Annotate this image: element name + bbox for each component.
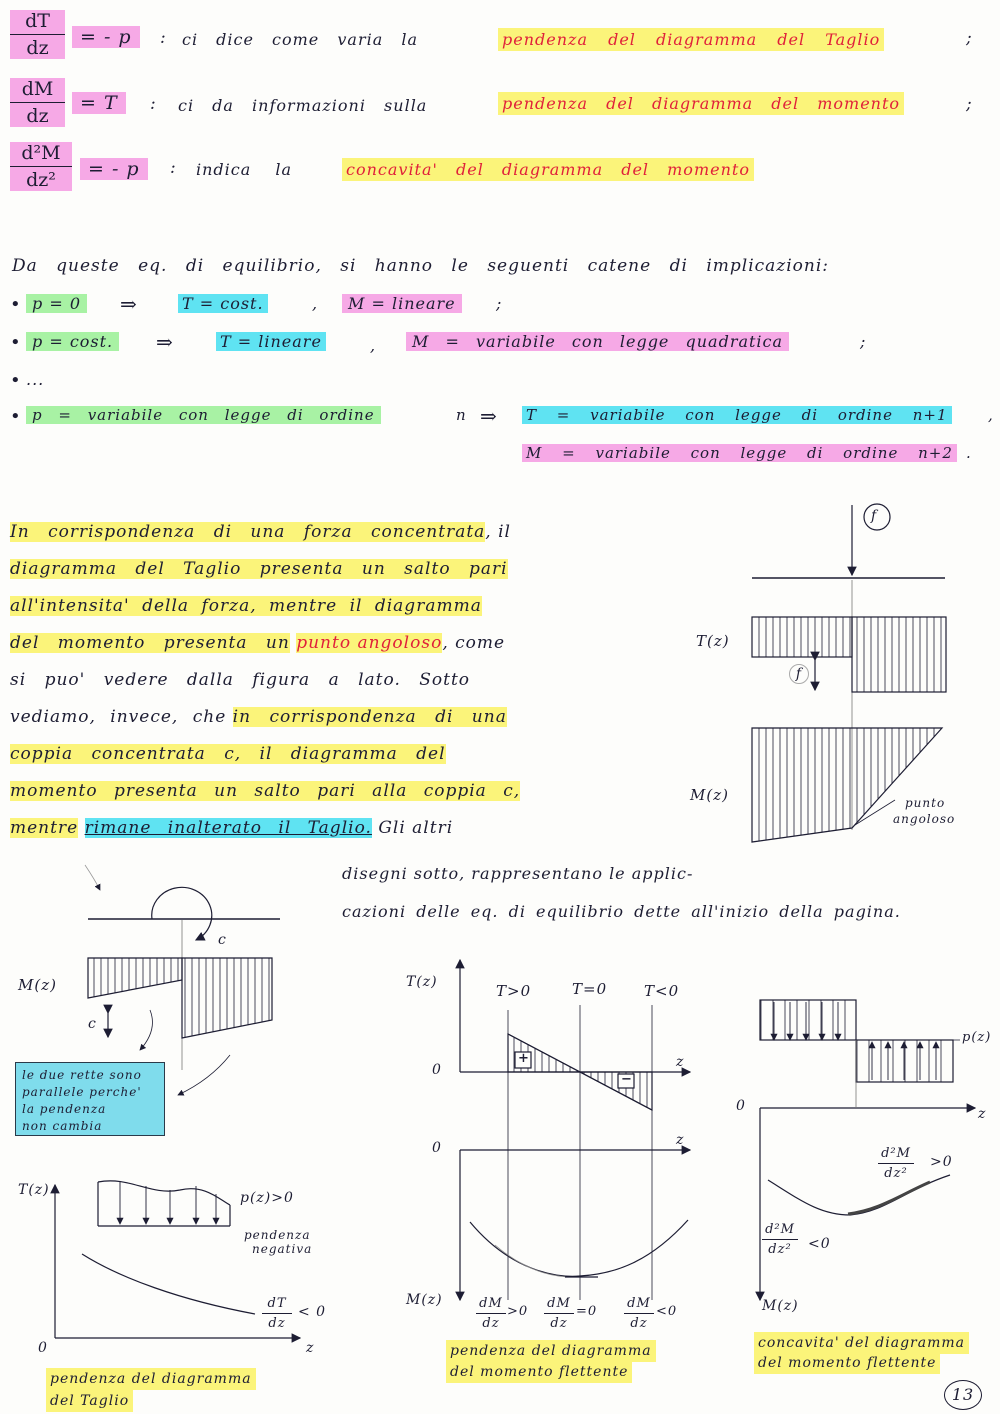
formula-3-text: indica la — [196, 160, 293, 179]
para-l6a: vediamo, invece, che — [10, 707, 227, 727]
para-l4b: punto angoloso — [296, 633, 443, 653]
momento-d2-rhs: =0 — [576, 1304, 598, 1319]
momento-caption-1: pendenza del diagramma — [446, 1340, 656, 1362]
page-number: 13 — [944, 1380, 982, 1410]
pointer-arrow-3 — [85, 865, 100, 890]
plus-sign: + — [518, 1051, 529, 1066]
taglio-caption-2: del Taglio — [46, 1390, 133, 1412]
corner-label-1: punto — [905, 796, 946, 810]
para-l9c: Gli altri — [378, 818, 454, 838]
formula-1-highlight: pendenza del diagramma del Taglio — [498, 28, 884, 51]
shear-block-left — [752, 617, 852, 657]
para-l11: cazioni delle eq. di equilibrio dette all'inizio della pagina. — [342, 902, 901, 921]
momento-h3: T<0 — [644, 982, 680, 1000]
couple-figure — [85, 865, 280, 1095]
formula-2-sep: : — [150, 94, 157, 114]
bullet-dot: • — [10, 406, 21, 427]
force-m-label: M(z) — [690, 786, 729, 804]
concav-z: z — [978, 1106, 987, 1122]
para-l1b: , il — [485, 522, 511, 542]
bullet-4-p: p = variabile con legge di ordine — [26, 406, 381, 424]
momento-d2-num: dM — [547, 1296, 571, 1311]
load-curve — [98, 1181, 230, 1205]
bullet-1-p: p = 0 — [26, 294, 87, 313]
momento-caption-2: del momento flettente — [446, 1361, 632, 1383]
para-l3: all'intensita' della forza, mentre il diagramma — [10, 596, 482, 616]
concav-p-label: p(z) — [962, 1030, 992, 1045]
momento-m-label: M(z) — [406, 1292, 443, 1308]
force-t-label: T(z) — [696, 632, 730, 650]
concav-c1 — [878, 1146, 914, 1181]
bullet-3-p: ... — [26, 370, 45, 389]
formula-2-rhs: = T — [72, 92, 126, 114]
concav-c2-den: dz² — [768, 1242, 792, 1257]
formula-2-num: dM — [21, 78, 54, 100]
formula-3-num: d²M — [21, 142, 61, 164]
para-l10: disegni sotto, rappresentano le applic- — [342, 864, 694, 883]
couple-m-label: M(z) — [18, 976, 57, 994]
formula-2-den: dz — [26, 105, 49, 127]
bullet-4-end: . — [966, 444, 972, 462]
concav-caption-2: del momento flettente — [754, 1352, 940, 1374]
momento-h1: T>0 — [496, 982, 532, 1000]
concav-caption-1: concavita' del diagramma — [754, 1332, 969, 1354]
taglio-slope-2: negativa — [252, 1242, 313, 1256]
bullet-dot: • — [10, 294, 21, 315]
bullet-4-m: M = variabile con legge di ordine n+2 — [522, 444, 957, 462]
corner-label-2: angoloso — [893, 812, 956, 826]
shear-curve — [82, 1254, 255, 1314]
bullet-4-t: T = variabile con legge di ordine n+1 — [522, 406, 952, 424]
momento-h2: T=0 — [572, 980, 608, 998]
para-l5: si puo' vedere dalla figura a lato. Sotto — [10, 670, 471, 690]
momento-d3-den: dz — [630, 1316, 648, 1331]
bullet-dot: • — [10, 332, 21, 353]
taglio-t-label: T(z) — [18, 1182, 50, 1198]
moment-s-curve — [768, 1175, 950, 1215]
momento-d1-den: dz — [482, 1316, 500, 1331]
formula-3-highlight: concavita' del diagramma del momento — [342, 158, 754, 181]
formula-2-text: ci da informazioni sulla — [178, 96, 428, 115]
taglio-z: z — [306, 1340, 315, 1356]
implies-arrow: ⇒ — [480, 404, 497, 428]
note-line-2: parallele perche' — [22, 1085, 142, 1099]
formula-1-num: dT — [25, 10, 50, 32]
formula-2-highlight: pendenza del diagramma del momento — [498, 92, 904, 115]
bullet-2-end: ; — [860, 332, 867, 351]
momento-origin-2: 0 — [432, 1140, 442, 1156]
taglio-deriv-rhs: < 0 — [298, 1304, 327, 1320]
note-box — [15, 1062, 165, 1136]
pointer-arrow-2 — [178, 1055, 230, 1095]
bullet-2-p: p = cost. — [26, 332, 119, 351]
implications-intro: Da queste eq. di equilibrio, si hanno le seguenti catene di implicazioni: — [12, 256, 830, 276]
taglio-deriv-num: dT — [267, 1296, 287, 1311]
couple-c-label: c — [218, 932, 227, 948]
formula-1-text: ci dice come varia la — [182, 30, 418, 49]
moment-diagram-right — [182, 958, 272, 1038]
note-line-1: le due rette sono — [22, 1068, 142, 1082]
bullet-1-m: M = lineare — [342, 294, 462, 313]
momento-deriv-3 — [624, 1296, 654, 1331]
pointer-arrow-1 — [140, 1010, 152, 1050]
momento-z: z — [676, 1054, 685, 1070]
para-l8: momento presenta un salto pari alla coppia c, — [10, 781, 521, 801]
momento-d3-num: dM — [627, 1296, 651, 1311]
concav-c1-num: d²M — [881, 1146, 911, 1161]
formula-1-sep: : — [160, 28, 167, 48]
moment-parabola — [470, 1220, 688, 1276]
note-line-4: non cambia — [22, 1119, 103, 1133]
para-l4c: , come — [442, 633, 506, 653]
moment-diagram-left — [88, 958, 182, 998]
momento-z-2: z — [676, 1132, 685, 1148]
implies-arrow: ⇒ — [156, 330, 173, 354]
taglio-deriv-den: dz — [268, 1316, 286, 1331]
formula-1-rhs: = - p — [72, 26, 140, 48]
momento-t-label: T(z) — [406, 974, 438, 990]
formula-3-rhs: = - p — [80, 158, 148, 180]
bullet-2-t: T = lineare — [216, 332, 326, 351]
couple-jump-label: c — [88, 1016, 97, 1032]
force-circle-label: f — [871, 508, 878, 524]
taglio-origin: 0 — [38, 1340, 48, 1356]
para-l4a: del momento presenta un — [10, 633, 290, 653]
force-jump-label: f — [789, 664, 809, 684]
formula-1-den: dz — [26, 37, 49, 59]
momento-d2-den: dz — [550, 1316, 568, 1331]
momento-d1-rhs: >0 — [507, 1304, 529, 1319]
momento-deriv-1 — [476, 1296, 506, 1331]
momento-figure — [460, 960, 690, 1300]
bullet-4-sep: , — [988, 406, 994, 424]
implies-arrow: ⇒ — [120, 292, 137, 316]
taglio-caption-1: pendenza del diagramma — [46, 1368, 256, 1390]
formula-1-end: ; — [966, 28, 973, 48]
para-l6b: in corrispondenza di una — [232, 707, 507, 727]
taglio-load-label: p(z)>0 — [240, 1190, 294, 1206]
bullet-2-sep: , — [370, 336, 377, 355]
concav-c2-num: d²M — [765, 1222, 795, 1237]
bullet-dot: • — [10, 370, 21, 391]
note-line-3: la pendenza — [22, 1102, 107, 1116]
momento-d3-rhs: <0 — [656, 1304, 678, 1319]
bullet-1-end: ; — [496, 294, 503, 313]
load-arrows — [120, 1182, 216, 1224]
bullet-4-n: n — [456, 406, 467, 424]
para-l7: coppia concentrata c, il diagramma del — [10, 744, 446, 764]
momento-deriv-2 — [544, 1296, 574, 1331]
bullet-1-t: T = cost. — [178, 294, 268, 313]
formula-3-sep: : — [170, 158, 177, 178]
formula-2-end: ; — [966, 94, 973, 114]
bullet-2-m: M = variabile con legge quadratica — [406, 332, 789, 351]
concav-c1-rhs: >0 — [930, 1154, 953, 1170]
formula-3-den: dz² — [26, 169, 56, 191]
momento-origin: 0 — [432, 1062, 442, 1078]
concav-m-label: M(z) — [762, 1298, 799, 1314]
para-l1a: In corrispondenza di una forza concentrata — [10, 522, 486, 542]
minus-sign: − — [621, 1072, 632, 1087]
concav-c1-den: dz² — [884, 1166, 908, 1181]
load-up-block — [856, 1040, 953, 1082]
force-figure — [752, 504, 946, 842]
bullet-1-sep: , — [312, 294, 319, 313]
taglio-slope-1: pendenza — [244, 1228, 311, 1242]
para-l9a: mentre — [10, 818, 79, 838]
para-l2: diagramma del Taglio presenta un salto pari — [10, 559, 508, 579]
shear-block-right — [852, 617, 946, 692]
momento-d1-num: dM — [479, 1296, 503, 1311]
taglio-derivative — [262, 1296, 292, 1331]
concav-c2-rhs: <0 — [808, 1236, 831, 1252]
para-l9b: rimane inalterato il Taglio. — [84, 818, 372, 838]
concav-c2 — [762, 1222, 798, 1257]
concav-origin: 0 — [736, 1098, 746, 1114]
